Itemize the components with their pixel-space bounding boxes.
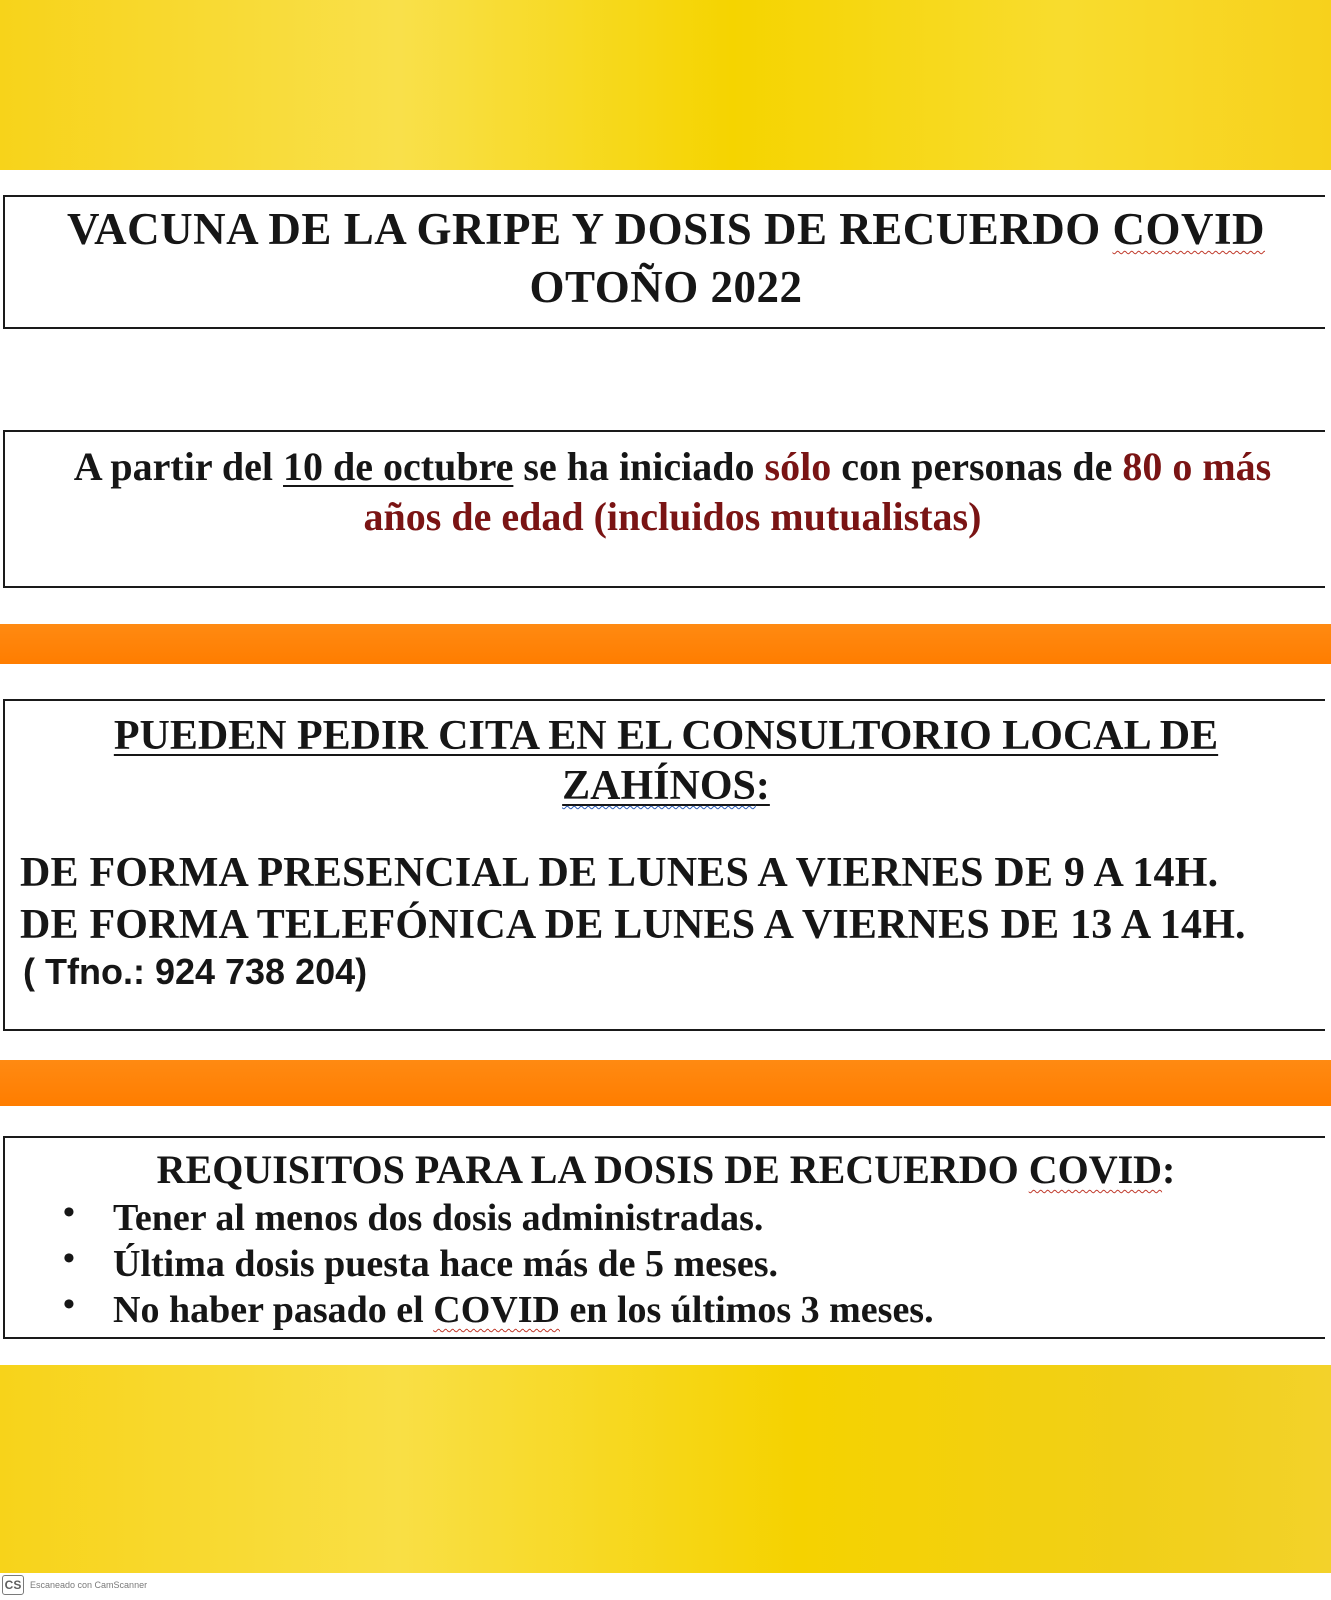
requirements-heading-colon: : xyxy=(1162,1147,1176,1192)
start-highlight-only: sólo xyxy=(764,444,832,489)
title-covid-word: COVID xyxy=(1112,204,1266,254)
camscanner-logo-icon: CS xyxy=(2,1575,24,1595)
bullet-icon: • xyxy=(63,1286,75,1323)
requirements-heading-covid: COVID xyxy=(1028,1147,1163,1192)
page-title-line-2: OTOÑO 2022 xyxy=(529,262,803,312)
scanner-footer xyxy=(2,1574,147,1596)
appointments-heading xyxy=(5,711,1327,811)
requirements-heading xyxy=(5,1146,1327,1193)
start-date: 10 de octubre xyxy=(283,444,514,489)
bottom-yellow-band xyxy=(0,1365,1331,1573)
phone-hours: DE FORMA TELEFÓNICA DE LUNES A VIERNES DE 13 A 14H. xyxy=(20,902,1246,948)
start-notice-text xyxy=(35,442,1310,542)
appointments-box xyxy=(3,699,1325,1031)
appointments-heading-colon: : xyxy=(755,763,770,809)
start-highlight-age: 80 o más años de edad (incluidos mutualistas) xyxy=(363,444,1272,539)
title-text: VACUNA DE LA GRIPE Y DOSIS DE RECUERDO xyxy=(66,204,1113,254)
start-intro: A partir del xyxy=(73,444,284,489)
requirement-text: Última dosis puesta hace más de 5 meses. xyxy=(113,1243,778,1285)
requirements-heading-text: REQUISITOS PARA LA DOSIS DE RECUERDO xyxy=(156,1147,1029,1192)
orange-divider-2 xyxy=(0,1060,1331,1106)
title-box xyxy=(3,195,1325,329)
bullet-icon: • xyxy=(63,1194,75,1231)
scanner-watermark-text: Escaneado con CamScanner xyxy=(30,1580,148,1590)
requirement-text: Tener al menos dos dosis administradas. xyxy=(113,1197,764,1239)
bullet-icon: • xyxy=(63,1240,75,1277)
requirements-box xyxy=(3,1136,1325,1339)
requirement-text-before: No haber pasado el xyxy=(113,1289,434,1331)
requirement-text xyxy=(113,1288,934,1332)
appointments-heading-text: PUEDEN PEDIR CITA EN EL CONSULTORIO LOCAL DE xyxy=(113,713,1219,759)
start-notice-box xyxy=(3,430,1325,588)
phone-number: ( Tfno.: 924 738 204) xyxy=(23,951,368,992)
start-middle: se ha iniciado xyxy=(513,444,765,489)
orange-divider-1 xyxy=(0,624,1331,664)
requirement-text-after: en los últimos 3 meses. xyxy=(559,1289,934,1331)
in-person-hours: DE FORMA PRESENCIAL DE LUNES A VIERNES DE 9 A 14H. xyxy=(20,850,1219,896)
top-yellow-band xyxy=(0,0,1331,170)
appointments-heading-place: ZAHÍNOS xyxy=(562,763,756,809)
page-title-line-1 xyxy=(5,203,1327,255)
requirement-covid-word: COVID xyxy=(433,1289,560,1331)
start-connector: con personas de xyxy=(831,444,1123,489)
